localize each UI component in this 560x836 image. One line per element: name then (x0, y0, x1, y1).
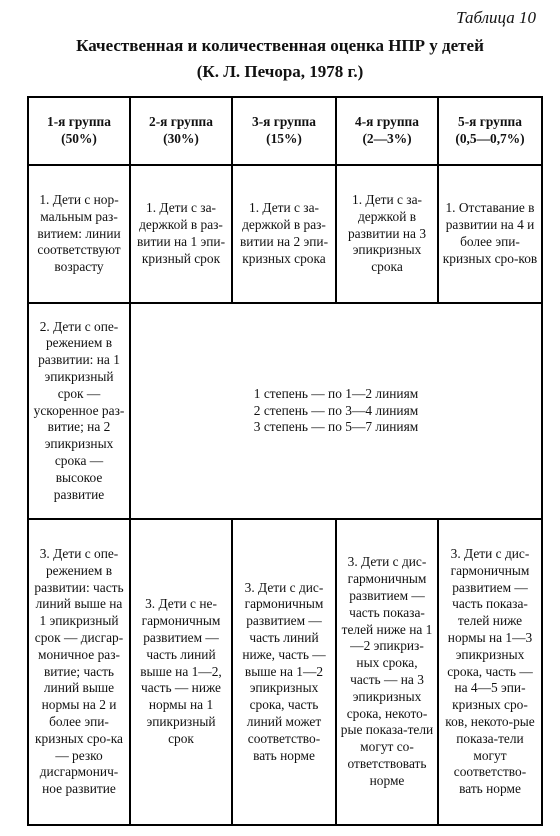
cell-row3-group4: 3. Дети с дис-гармоничным развитием — часть показа-телей ниже на 1—2 эпикриз-ных срока, часть — на 3 эпикризных срока, некото-рые показа-тели могут со-ответствовать норме (336, 519, 438, 825)
table-row (28, 519, 542, 825)
cell-row1-group2: 1. Дети с за-держкой в раз-витии на 1 эпи-кризный срок (130, 165, 232, 303)
cell-row1-group5: 1. Отставание в развитии на 4 и более эпи-кризных сро-ков (438, 165, 542, 303)
cell-row3-group1: 3. Дети с опе-режением в развитии: часть линий выше на 1 эпикризный срок — дисгар-моничное раз-витие; часть линий выше нормы на 2 и более эпи-кризных сро-ка — резко дисгармонич-ное развитие (28, 519, 130, 825)
cell-row3-group2: 3. Дети с не-гармоничным развитием — часть линий выше на 1—2, часть — ниже нормы на 1 эпикризный срок (130, 519, 232, 825)
cell-row2-group1: 2. Дети с опе-режением в развитии: на 1 эпикризный срок —ускоренное раз-витие; на 2 эпикризных срока — высокое развитие (28, 303, 130, 519)
assessment-table (27, 96, 543, 826)
degree-line-2: 2 степень — по 3—4 линиям (253, 402, 419, 418)
table-title: Качественная и количественная оценка НПР у детей (76, 36, 484, 55)
cell-row1-group4: 1. Дети с за-держкой в развитии на 3 эпикризных срока (336, 165, 438, 303)
table-subtitle: (К. Л. Печора, 1978 г.) (196, 62, 364, 81)
header-group-4: 4-я группа (2—3%) (336, 97, 438, 165)
header-group-1: 1-я группа (50%) (28, 97, 130, 165)
header-group-3: 3-я группа (15%) (232, 97, 336, 165)
degree-line-1: 1 степень — по 1—2 линиям (253, 385, 419, 401)
cell-row2-merged-degrees (130, 303, 542, 519)
degree-line-3: 3 степень — по 5—7 линиям (253, 419, 419, 435)
table-row (28, 303, 542, 519)
table-caption: Таблица 10 (456, 8, 536, 27)
header-group-5: 5-я группа (0,5—0,7%) (438, 97, 542, 165)
header-group-2: 2-я группа (30%) (130, 97, 232, 165)
cell-row3-group5: 3. Дети с дис-гармоничным развитием — часть показа-телей ниже нормы на 1—3 эпикризных срока, часть — на 4—5 эпи-кризных сро-ков, некото-рые показа-тели могут соответство-вать норме (438, 519, 542, 825)
cell-row1-group3: 1. Дети с за-держкой в раз-витии на 2 эпи-кризных срока (232, 165, 336, 303)
cell-row1-group1: 1. Дети с нор-мальным раз-витием: линии соответствуют возрасту (28, 165, 130, 303)
table-row (28, 165, 542, 303)
cell-row3-group3: 3. Дети с дис-гармоничным развитием — часть линий ниже, часть — выше на 1—2 эпикризных срока, часть линий может соответство-вать норме (232, 519, 336, 825)
table-header-row (28, 97, 542, 165)
